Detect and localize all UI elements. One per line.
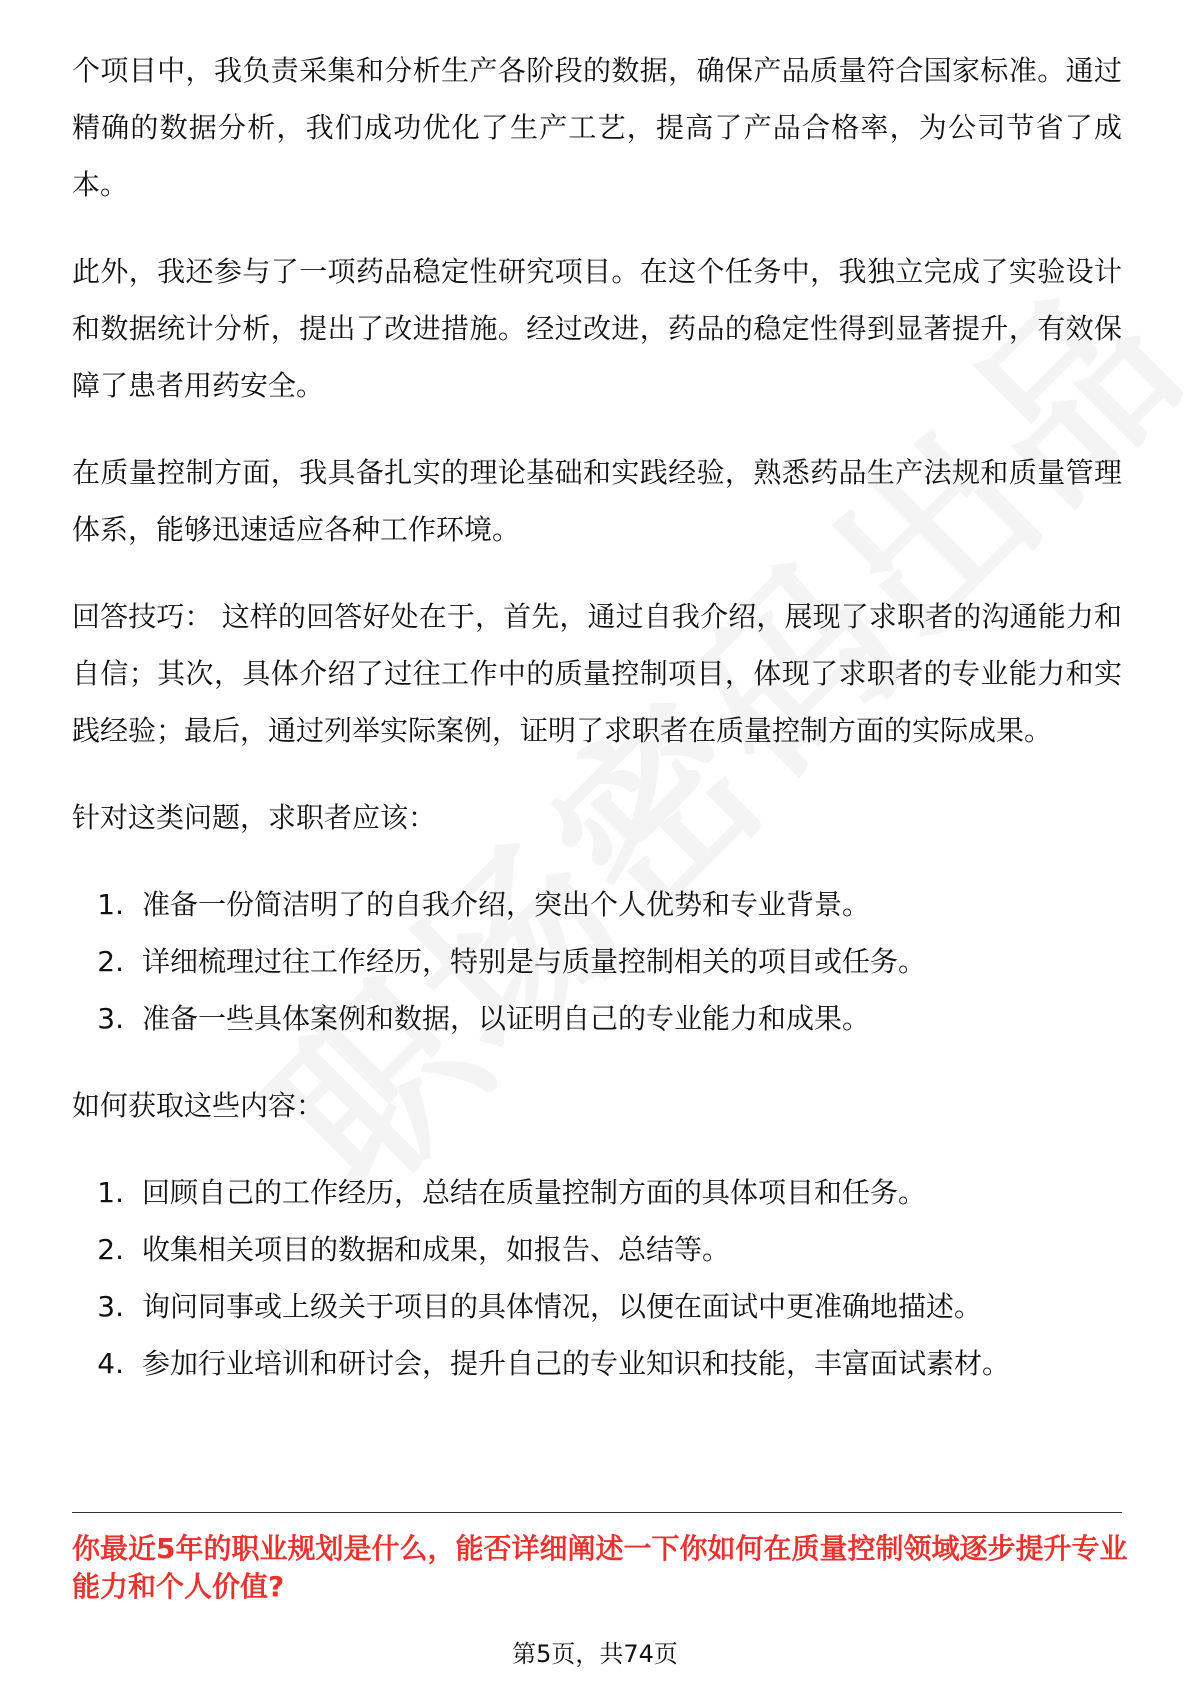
paragraph: 个项目中，我负责采集和分析生产各阶段的数据，确保产品质量符合国家标准。通过精确的数据分析，我们成功优化了生产工艺，提高了产品合格率，为公司节省了成本。 [72,54,1122,201]
list-text: 准备一些具体案例和数据，以证明自己的专业能力和成果。 [142,1002,871,1035]
document-body [72,42,1122,1422]
list-number: 3. [97,1002,124,1035]
preparation-list [72,876,1122,1047]
list-text: 询问同事或上级关于项目的具体情况，以便在面试中更准确地描述。 [142,1290,983,1323]
section-divider [72,1512,1122,1513]
section-heading: 针对这类问题，求职者应该： [72,801,437,834]
list-text: 收集相关项目的数据和成果，如报告、总结等。 [142,1233,731,1266]
list-item [72,876,1122,933]
list-text: 准备一份简洁明了的自我介绍，突出个人优势和专业背景。 [142,888,871,921]
list-item [72,1164,1122,1221]
list-item [72,1221,1122,1278]
list-number: 3. [97,1290,124,1323]
next-question-heading: 你最近5年的职业规划是什么，能否详细阐述一下你如何在质量控制领域逐步提升专业能力和个人价值? [72,1532,1128,1603]
list-item [72,990,1122,1047]
list-number: 1. [97,888,124,921]
list-number: 2. [97,1233,124,1266]
list-number: 4. [97,1347,124,1380]
answer-tips-paragraph: 回答技巧： 这样的回答好处在于，首先，通过自我介绍，展现了求职者的沟通能力和自信；其次，具体介绍了过往工作中的质量控制项目，体现了求职者的专业能力和实践经验；最后，通过列举实际案例，证明了求职者在质量控制方面的实际成果。 [72,600,1122,747]
list-text: 参加行业培训和研讨会，提升自己的专业知识和技能，丰富面试素材。 [142,1347,1011,1380]
list-text: 回顾自己的工作经历，总结在质量控制方面的具体项目和任务。 [142,1176,927,1209]
list-item [72,933,1122,990]
list-item [72,1335,1122,1392]
section-heading: 如何获取这些内容： [72,1089,325,1122]
paragraph: 在质量控制方面，我具备扎实的理论基础和实践经验，熟悉药品生产法规和质量管理体系，能够迅速适应各种工作环境。 [72,456,1122,546]
content-sources-list [72,1164,1122,1392]
list-text: 详细梳理过往工作经历，特别是与质量控制相关的项目或任务。 [142,945,927,978]
list-number: 1. [97,1176,124,1209]
list-number: 2. [97,945,124,978]
page-footer: 第5页，共74页 [512,1640,678,1668]
list-item [72,1278,1122,1335]
paragraph: 此外，我还参与了一项药品稳定性研究项目。在这个任务中，我独立完成了实验设计和数据统计分析，提出了改进措施。经过改进，药品的稳定性得到显著提升，有效保障了患者用药安全。 [72,255,1122,402]
